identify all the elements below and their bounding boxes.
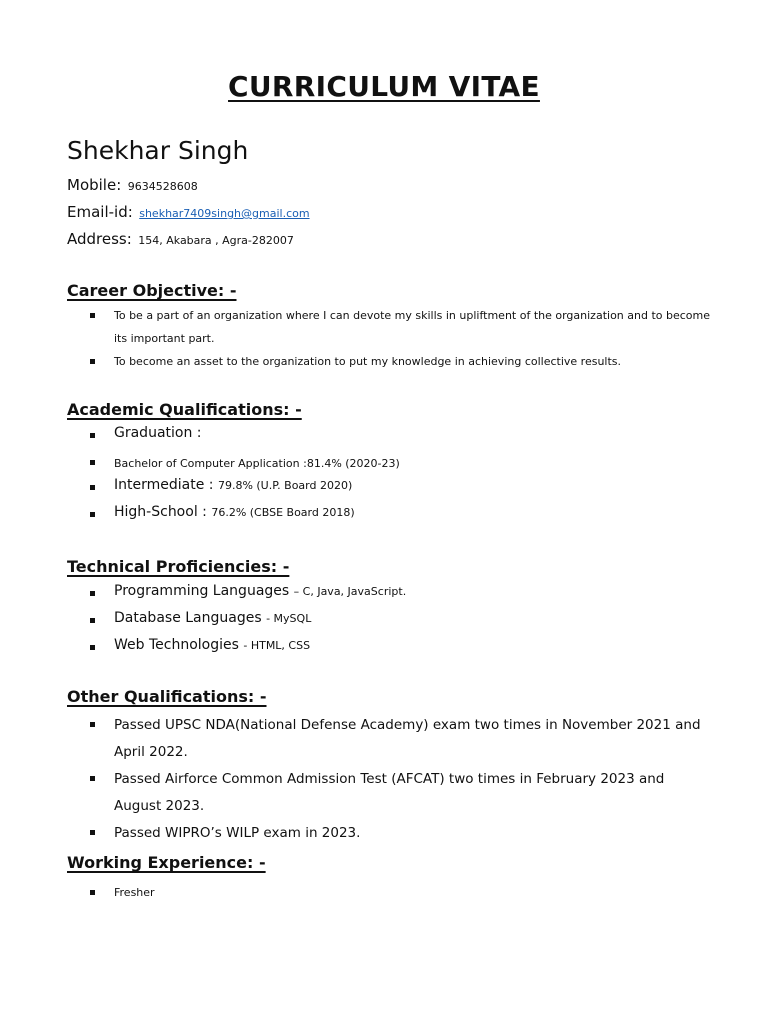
bullet-icon	[90, 618, 95, 623]
mobile-line	[67, 176, 198, 194]
bullet-icon	[90, 359, 95, 364]
mobile-label: Mobile:	[67, 176, 122, 194]
list-item: Fresher	[90, 881, 710, 904]
email-line	[67, 203, 310, 221]
list-item: Intermediate : 79.8% (U.P. Board 2020)	[90, 477, 710, 504]
bullet-icon	[90, 460, 95, 465]
address-value: 154, Akabara , Agra-282007	[138, 234, 294, 247]
email-label: Email-id:	[67, 203, 133, 221]
other-qualifications-heading: Other Qualifications: -	[67, 687, 267, 706]
technical-heading: Technical Proficiencies: -	[67, 557, 290, 576]
list-item: Database Languages - MySQL	[90, 610, 710, 637]
mobile-value: 9634528608	[127, 180, 198, 193]
list-item: Bachelor of Computer Application :81.4% (2020-23)	[90, 452, 710, 477]
list-item: Graduation :	[90, 425, 710, 452]
career-objective-list	[90, 304, 710, 373]
address-label: Address:	[67, 230, 132, 248]
bullet-icon	[90, 722, 95, 727]
bullet-icon	[90, 890, 95, 895]
bullet-icon	[90, 313, 95, 318]
list-item: To become an asset to the organization to put my knowledge in achieving collective results.	[90, 350, 710, 373]
list-item: Passed Airforce Common Admission Test (AFCAT) two times in February 2023 and August 2023.	[90, 766, 710, 820]
list-item: Passed UPSC NDA(National Defense Academy) exam two times in November 2021 and April 2022.	[90, 712, 710, 766]
document-title: CURRICULUM VITAE	[228, 70, 540, 103]
bullet-icon	[90, 645, 95, 650]
bullet-icon	[90, 591, 95, 596]
bullet-icon	[90, 830, 95, 835]
list-item: Passed WIPRO’s WILP exam in 2023.	[90, 820, 710, 847]
address-line	[67, 230, 294, 248]
technical-list	[90, 583, 710, 664]
academic-list	[90, 425, 710, 531]
list-item: Programming Languages – C, Java, JavaScript.	[90, 583, 710, 610]
bullet-icon	[90, 433, 95, 438]
career-objective-heading: Career Objective: -	[67, 281, 237, 300]
list-item: To be a part of an organization where I can devote my skills in upliftment of the organization and to become its important part.	[90, 304, 710, 350]
candidate-name: Shekhar Singh	[67, 136, 249, 165]
bullet-icon	[90, 485, 95, 490]
other-qualifications-list	[90, 712, 710, 847]
academic-heading: Academic Qualifications: -	[67, 400, 302, 419]
email-link[interactable]: shekhar7409singh@gmail.com	[139, 207, 310, 220]
bullet-icon	[90, 512, 95, 517]
work-experience-heading: Working Experience: -	[67, 853, 266, 872]
bullet-icon	[90, 776, 95, 781]
list-item: High-School : 76.2% (CBSE Board 2018)	[90, 504, 710, 531]
list-item: Web Technologies - HTML, CSS	[90, 637, 710, 664]
work-experience-list	[90, 881, 710, 904]
